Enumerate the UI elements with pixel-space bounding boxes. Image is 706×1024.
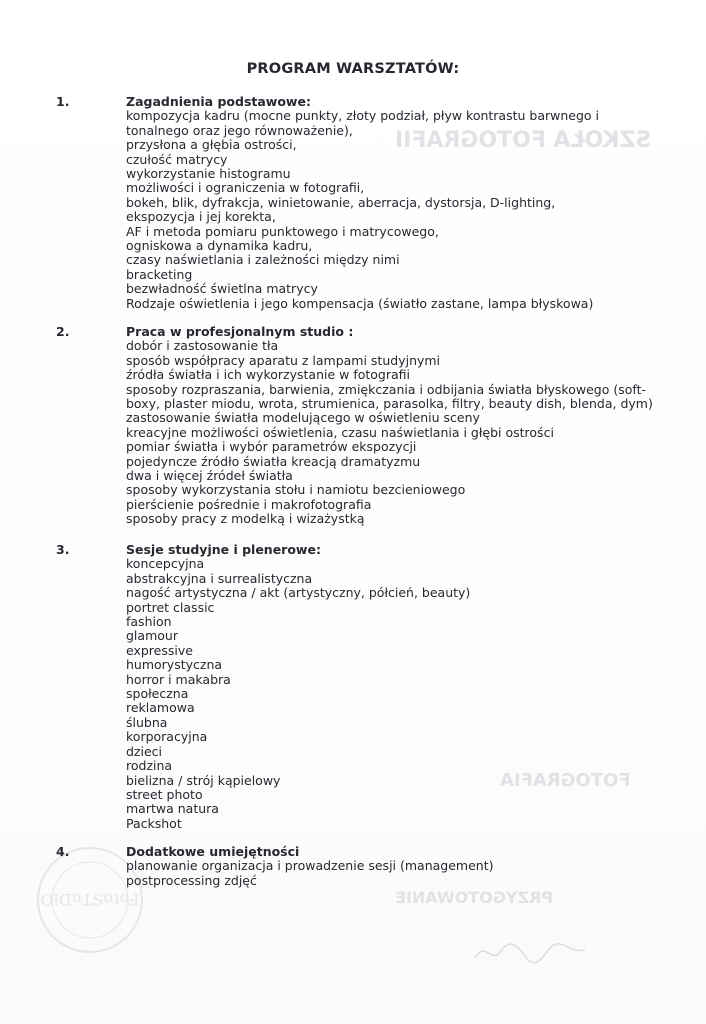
list-item: czasy naświetlania i zależności między nimi: [126, 252, 400, 268]
list-item: bokeh, blik, dyfrakcja, winietowanie, aberracja, dystorsja, D-lighting,: [126, 194, 556, 210]
list-item: bracketing: [126, 266, 193, 282]
list-item: sposoby rozpraszania, barwienia, zmiękczania i odbijania światła błyskowego (soft-: [126, 381, 646, 397]
list-item: boxy, plaster miodu, wrota, strumienica, parasolka, filtry, beauty dish, blenda, dym): [126, 396, 653, 412]
list-item: ślubna: [126, 714, 168, 730]
section-heading: Praca w profesjonalnym studio :: [126, 324, 354, 339]
list-item: planowanie organizacja i prowadzenie sesji (management): [126, 858, 494, 874]
list-item: reklamowa: [126, 700, 195, 716]
section-content: [126, 95, 686, 311]
list-item: bezwładność świetlna matrycy: [126, 281, 318, 297]
list-item: pojedyncze źródło światła kreacją dramatyzmu: [126, 453, 421, 469]
section-number: 4.: [56, 844, 70, 859]
section-content: [126, 325, 686, 527]
list-item: wykorzystanie histogramu: [126, 166, 291, 182]
list-item: sposób współpracy aparatu z lampami studyjnymi: [126, 352, 441, 368]
section-content: [126, 845, 686, 888]
section-number: 3.: [56, 542, 70, 557]
list-item: tonalnego oraz jego równoważenie),: [126, 122, 353, 138]
list-item: abstrakcyjna i surrealistyczna: [126, 570, 313, 586]
handwritten-signature-image: [470, 930, 590, 970]
list-item: źródła światła i ich wykorzystanie w fotografii: [126, 367, 411, 383]
section-content: [126, 543, 686, 831]
list-item: społeczna: [126, 686, 189, 702]
list-item: postprocessing zdjęć: [126, 872, 257, 888]
list-item: bielizna / strój kąpielowy: [126, 772, 281, 788]
list-item: martwa natura: [126, 801, 219, 817]
list-item: ekspozycja i jej korekta,: [126, 209, 276, 225]
section-number: 1.: [56, 94, 70, 109]
list-item: czułość matrycy: [126, 151, 228, 167]
list-item: ogniskowa a dynamika kadru,: [126, 238, 313, 254]
show-through-watermark: FOTOGRAFIA: [500, 770, 631, 791]
list-item: pierścienie pośrednie i makrofotografia: [126, 496, 372, 512]
list-item: dobór i zastosowanie tła: [126, 338, 279, 354]
list-item: dzieci: [126, 743, 163, 759]
list-item: zastosowanie światła modelującego w oświetleniu sceny: [126, 410, 480, 426]
list-item: kreacyjne możliwości oświetlenia, czasu naświetlania i głębi ostrości: [126, 424, 554, 440]
list-item: fashion: [126, 614, 172, 630]
section-heading: Sesje studyjne i plenerowe:: [126, 542, 321, 557]
list-item: przysłona a głębia ostrości,: [126, 137, 297, 153]
list-item: pomiar światła i wybór parametrów ekspozycji: [126, 439, 417, 455]
svg-text:FotoSTuDiO: FotoSTuDiO: [40, 890, 140, 909]
list-item: Rodzaje oświetlenia i jego kompensacja (światło zastane, lampa błyskowa): [126, 295, 594, 311]
list-item: koncepcyjna: [126, 556, 205, 572]
list-item: rodzina: [126, 758, 173, 774]
list-item: humorystyczna: [126, 657, 223, 673]
list-item: możliwości i ograniczenia w fotografii,: [126, 180, 365, 196]
show-through-watermark: PRZYGOTOWANIE: [395, 888, 554, 907]
page-title: PROGRAM WARSZTATÓW:: [246, 61, 460, 77]
list-item: glamour: [126, 628, 178, 644]
list-item: sposoby wykorzystania stołu i namiotu bezcieniowego: [126, 482, 466, 498]
show-through-watermark: SZKOŁA FOTOGRAFII: [395, 128, 652, 153]
section-heading: Dodatkowe umiejętności: [126, 844, 300, 859]
list-item: AF i metoda pomiaru punktowego i matrycowego,: [126, 223, 439, 239]
list-item: korporacyjna: [126, 729, 208, 745]
list-item: Packshot: [126, 815, 182, 831]
list-item: portret classic: [126, 599, 215, 615]
list-item: nagość artystyczna / akt (artystyczny, półcień, beauty): [126, 585, 471, 601]
list-item: dwa i więcej źródeł światła: [126, 468, 293, 484]
list-item: horror i makabra: [126, 671, 231, 687]
section-heading: Zagadnienia podstawowe:: [126, 94, 311, 109]
list-item: street photo: [126, 786, 203, 802]
list-item: expressive: [126, 642, 193, 658]
list-item: sposoby pracy z modelką i wizażystką: [126, 511, 365, 527]
section-number: 2.: [56, 324, 70, 339]
list-item: kompozycja kadru (mocne punkty, złoty podział, pływ kontrastu barwnego i: [126, 108, 600, 124]
